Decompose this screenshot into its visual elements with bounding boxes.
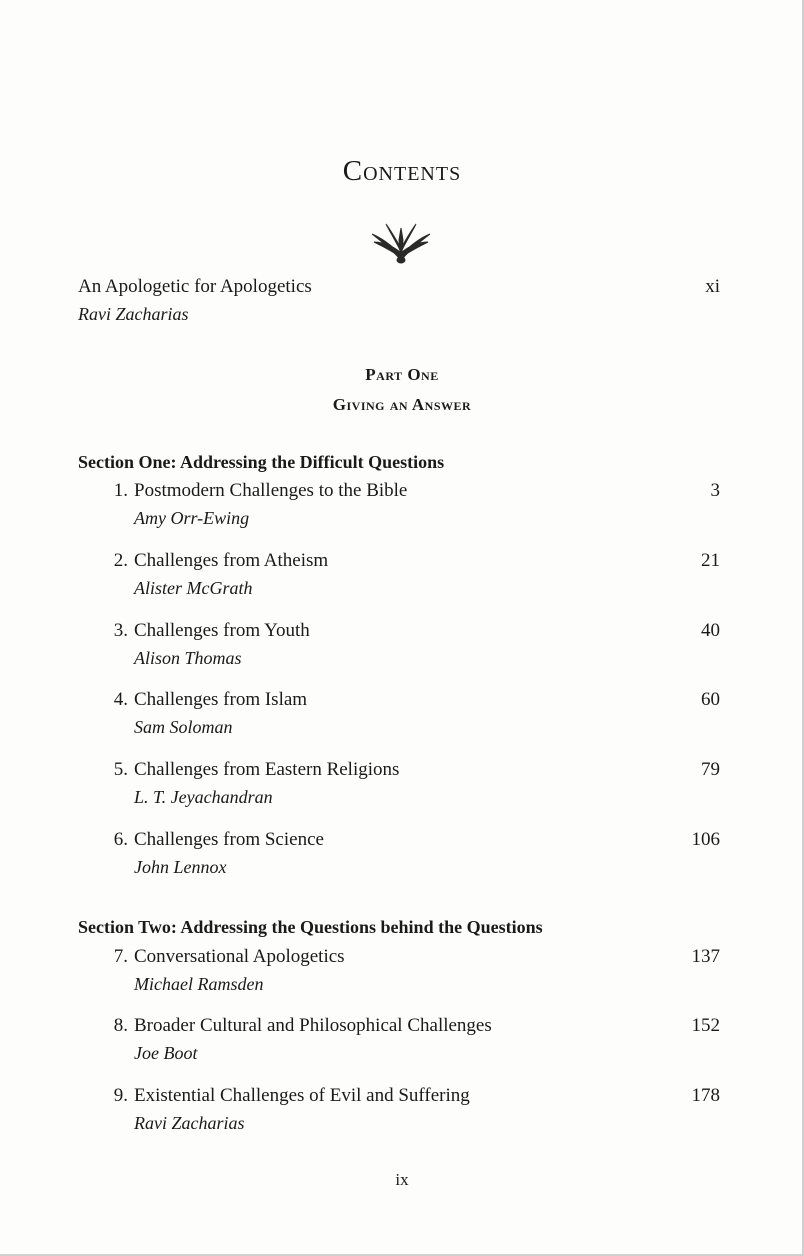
toc-entry	[100, 759, 720, 807]
chapter-author: Ravi Zacharias	[134, 1113, 245, 1133]
chapter-page-number: 137	[691, 946, 720, 967]
foreword-title: An Apologetic for Apologetics	[78, 276, 312, 297]
toc-entry	[100, 1015, 720, 1063]
section-heading: Section Two: Addressing the Questions behind the Questions	[78, 917, 543, 937]
chapter-page-number: 3	[710, 480, 720, 501]
chapter-page-number: 21	[701, 550, 720, 571]
chapter-number: 4.	[113, 689, 128, 710]
chapter-author: Alison Thomas	[134, 648, 242, 668]
fleuron-leaf-icon	[370, 220, 432, 264]
chapter-title: Conversational Apologetics	[134, 946, 345, 967]
chapter-page-number: 60	[701, 689, 720, 710]
toc-entry	[100, 550, 720, 598]
chapter-title: Challenges from Science	[134, 829, 324, 850]
toc-entry	[100, 689, 720, 737]
toc-entry	[100, 829, 720, 877]
chapter-title: Challenges from Youth	[134, 620, 310, 641]
part-label: Part One	[365, 365, 439, 384]
part-name: Giving an Answer	[332, 395, 472, 414]
chapter-number: 3.	[113, 620, 128, 641]
chapter-page-number: 79	[701, 759, 720, 780]
toc-entry	[100, 1085, 720, 1133]
chapter-title: Existential Challenges of Evil and Suffering	[134, 1085, 470, 1106]
chapter-page-number: 178	[691, 1085, 720, 1106]
chapter-title: Challenges from Islam	[134, 689, 308, 710]
chapter-page-number: 106	[691, 829, 720, 850]
chapter-number: 5.	[113, 759, 128, 780]
chapter-title: Broader Cultural and Philosophical Challenges	[134, 1015, 492, 1036]
chapter-author: John Lennox	[134, 857, 227, 877]
toc-entry	[100, 480, 720, 528]
chapter-number: 2.	[113, 550, 128, 571]
chapter-number: 6.	[113, 829, 128, 850]
foreword-author: Ravi Zacharias	[78, 304, 189, 324]
chapter-author: L. T. Jeyachandran	[134, 787, 273, 807]
chapter-title: Challenges from Eastern Religions	[134, 759, 400, 780]
chapter-page-number: 152	[691, 1015, 720, 1036]
chapter-author: Michael Ramsden	[134, 974, 264, 994]
chapter-number: 9.	[113, 1085, 128, 1106]
chapter-number: 8.	[113, 1015, 128, 1036]
toc-entry	[100, 620, 720, 668]
chapter-author: Joe Boot	[134, 1043, 198, 1063]
page-folio: ix	[395, 1170, 409, 1189]
chapter-number: 1.	[113, 480, 128, 501]
section-heading: Section One: Addressing the Difficult Questions	[78, 452, 445, 472]
foreword-entry	[78, 276, 720, 325]
chapter-author: Alister McGrath	[134, 578, 253, 598]
chapter-title: Challenges from Atheism	[134, 550, 329, 571]
chapter-page-number: 40	[701, 620, 720, 641]
foreword-page-number: xi	[705, 276, 720, 297]
chapter-author: Sam Soloman	[134, 717, 233, 737]
chapter-author: Amy Orr-Ewing	[134, 508, 250, 528]
chapter-title: Postmodern Challenges to the Bible	[134, 480, 408, 501]
page-title: Contents	[342, 155, 462, 187]
chapter-number: 7.	[113, 946, 128, 967]
toc-entry	[100, 946, 720, 994]
